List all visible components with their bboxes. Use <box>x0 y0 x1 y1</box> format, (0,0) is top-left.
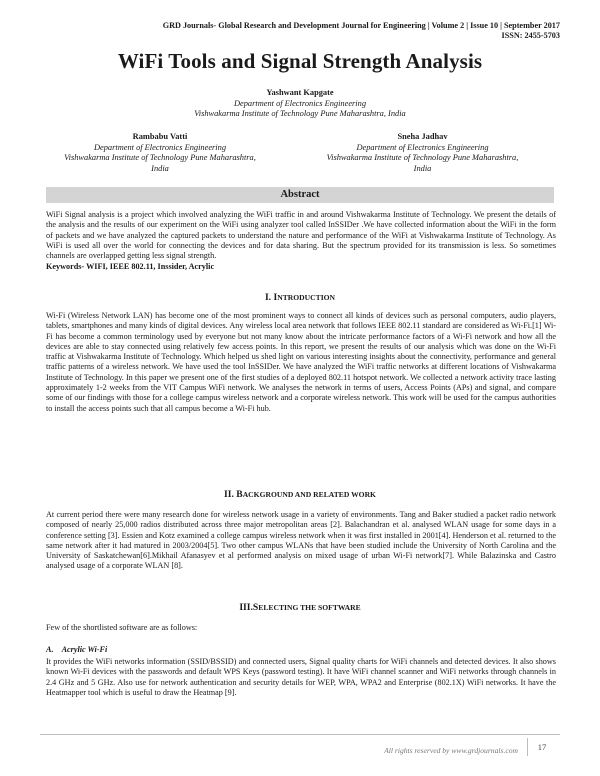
author-2 <box>50 132 270 174</box>
author-country: India <box>413 163 432 173</box>
footer-rights: All rights reserved by www.grdjournals.com <box>384 746 518 755</box>
abstract-heading: Abstract <box>46 187 554 203</box>
section-title-rest: ELECTING THE SOFTWARE <box>258 603 361 612</box>
section-number: III. <box>239 602 253 613</box>
section-title-rest: ACKGROUND AND RELATED WORK <box>242 490 376 499</box>
software-intro-text: Few of the shortlisted software are as follows: <box>46 623 198 632</box>
author-dept: Department of Electronics Engineering <box>233 98 367 108</box>
introduction-text: Wi-Fi (Wireless Network LAN) has become one of the most prominent ways to connect all kinds of devices such as personal computers, audio players, tablets, smartphones and many kinds of digital devices. Any wireless local area network that follows IEEE 802.11 standard are considered as Wi-Fi.[1] Wi-Fi has become a common terminology used by everyone but not many know about the intricate performance factors of a Wi-Fi network and how all the devices are able to stay connected using relatively few access points. In this report, we present the results of our analysis which was done on the Wi-Fi traffic at Vishwakarma Institute of Technology. Which helped us shed light on various interesting insights about the connectivity, performance and general traffic patterns of a wireless network. We have used the tool InSSIDer. We have analyzed the WiFi traffic networks at different locations of Vishwakarma Institute of Technology. In this paper we present one of the first studies of a deployed 802.11 hotspot network. We collected a network activity trace lasting approximately 1-2 weeks from the VIT Campus WiFi network. We analyses the network in terms of users, Access Points (APs) and signal, and compare some of our findings with those for a college campus wireless network and a corporate wireless network. This work will be used for the campus authorities to install the access points such that all campus become a Wi-Fi hub. <box>46 311 556 413</box>
section-title-initial: S <box>252 602 259 613</box>
section-heading-background <box>0 489 600 501</box>
section-title-initial: I <box>273 292 278 303</box>
author-3 <box>305 132 540 174</box>
section-number: II. <box>224 489 234 500</box>
author-country: India <box>151 163 169 173</box>
footer-divider <box>40 734 560 735</box>
section-heading-software <box>0 602 600 614</box>
issn: ISSN: 2455-5703 <box>501 31 560 40</box>
subsection-title: Acrylic Wi-Fi <box>61 645 108 654</box>
subsection-label: A. <box>46 645 54 654</box>
author-name: Rambabu Vatti <box>132 132 188 141</box>
subsection-heading-acrylic <box>46 645 107 655</box>
author-1 <box>150 88 450 120</box>
author-institution: Vishwakarma Institute of Technology Pune Maharashtra, <box>64 153 256 162</box>
journal-line: GRD Journals- Global Research and Development Journal for Engineering | Volume 2 | Issue 10 | September 2017 <box>162 21 560 30</box>
section-title-rest: NTRODUCTION <box>277 293 336 302</box>
running-header <box>40 21 560 41</box>
page-number: 17 <box>527 738 556 756</box>
author-institution: Vishwakarma Institute of Technology Pune Maharashtra, India <box>194 109 406 118</box>
abstract-text: WiFi Signal analysis is a project which involved analyzing the WiFi traffic in and around Vishwakarma Institute of Technology. We present the details of the analysis and the results of our experiment on the WiFi using analyzer tool called InSSIDer .We have collected information about the WiFi in the form of packets and we have analyzed the captured packets to understand the nature and performance of the WiFi at Vishwakarma Institute of Technology. As WiFi is used all over the world for connecting the devices and for data sharing. But the spectrum provided for its transmission is less. So sometimes channels are overlapped getting less signal strength. <box>46 210 556 261</box>
paper-title: WiFi Tools and Signal Strength Analysis <box>117 49 483 73</box>
section-title-initial: B <box>236 489 243 500</box>
author-name: Yashwant Kapgate <box>266 88 334 97</box>
author-dept: Department of Electronics Engineering <box>356 142 489 152</box>
acrylic-text: It provides the WiFi networks information (SSID/BSSID) and connected users, Signal quality charts for WiFi channels and detected devices. It also shows known Wi-Fi devices with the passwords and default WPS Keys (password testing). It have WiFi channel scanner and WiFi networks through channels in 2.4 GHz and 5 GHz. Also use for network authentication and security details for WEP, WPA, WPA2 and Enterprise (802.1X) WiFi networks. It have the Heatmapper tool which is useful to draw the Heatmap [9]. <box>46 657 556 697</box>
section-number: I. <box>264 292 272 303</box>
author-name: Sneha Jadhav <box>397 132 448 141</box>
author-institution: Vishwakarma Institute of Technology Pune Maharashtra, <box>326 153 519 162</box>
author-dept: Department of Electronics Engineering <box>93 142 227 152</box>
section-heading-introduction <box>0 292 600 304</box>
background-text: At current period there were many research done for wireless network usage in a variety of environments. Tang and Baker studied a packet radio network composed of nearly 25,000 radios distributed across three major metropolitan areas [2]. Balachandran et al. analysed WLAN usage for some days in a conference setting [3]. Essien and Kotz examined a college campus wireless network when it was first installed in 2001[4]. Henderson et al. returned to the same network after it had matured in 2003/2004[5]. Two other campus WLANs that have been studied include the University of North Carolina and the University of Saskatchewan[6].Mikhail Afanasyev et al performed analysis on mixed usage of urban Wi-Fi network[7]. While Balazinska and Castro analysed usage of a corporate WLAN [8]. <box>46 510 556 571</box>
keywords: Keywords- WIFI, IEEE 802.11, Inssider, Acrylic <box>46 262 215 271</box>
